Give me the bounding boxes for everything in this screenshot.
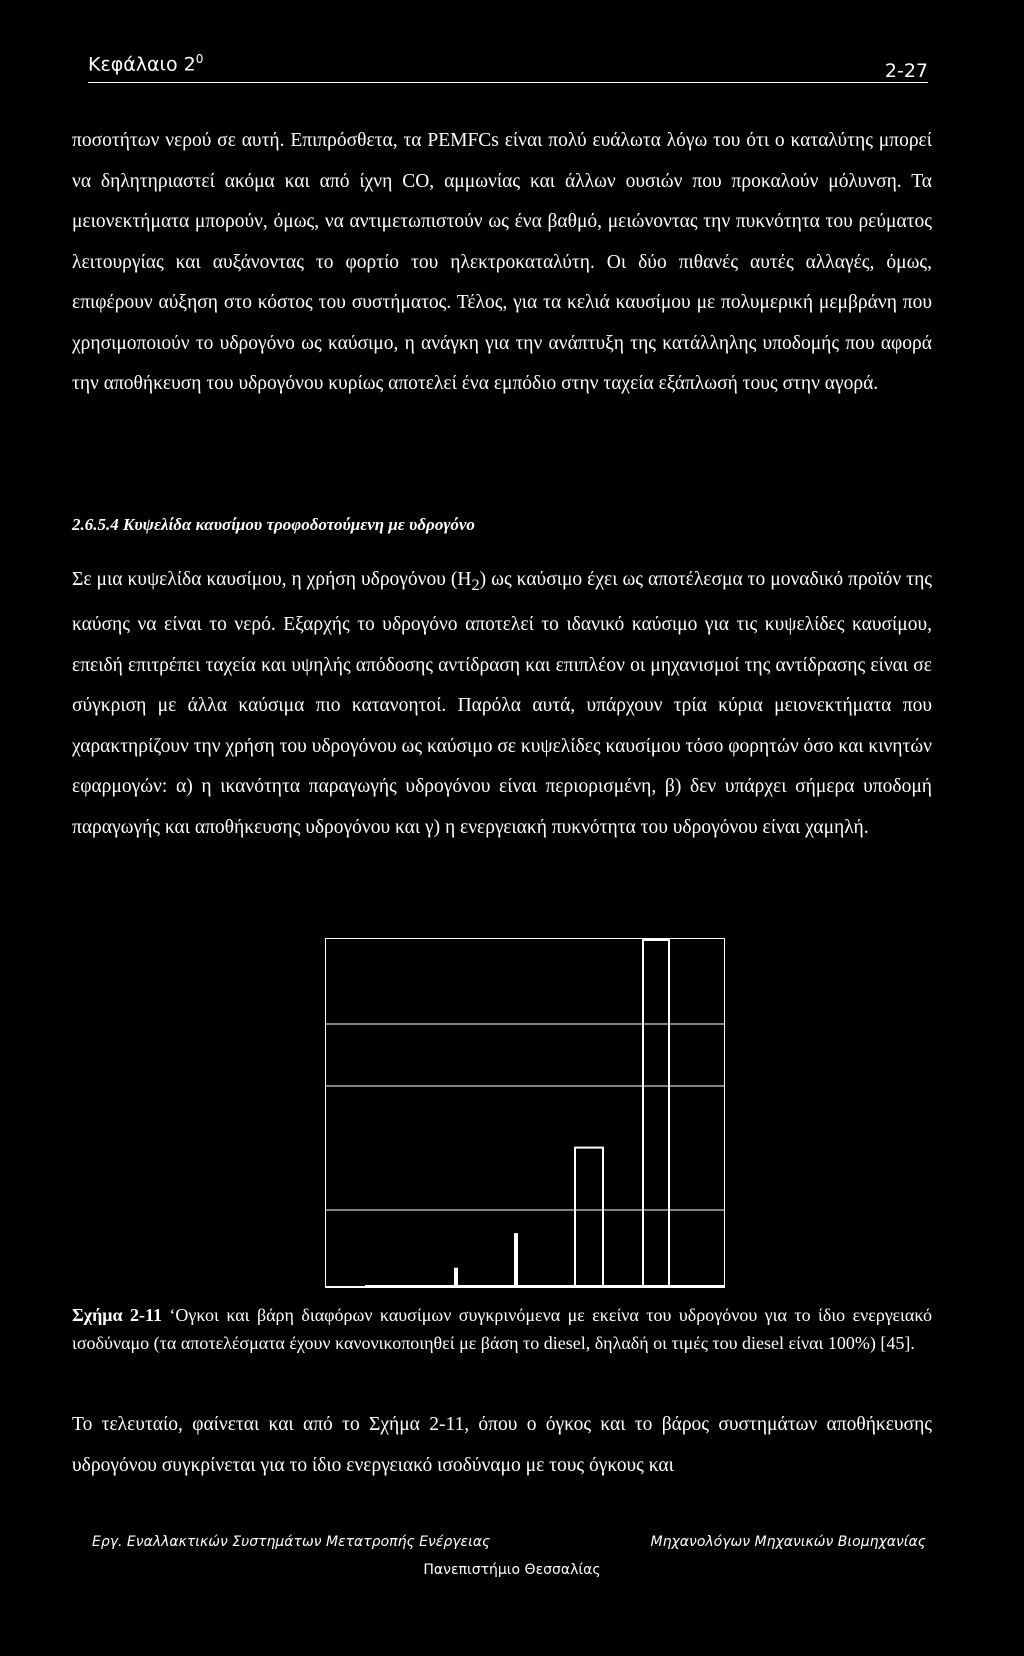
footer-university: Πανεπιστήμιο Θεσσαλίας [423, 1562, 601, 1578]
chart-bar [575, 1148, 603, 1286]
chapter-label: Κεφάλαιο 2 [88, 53, 196, 76]
footer-department: Μηχανολόγων Μηχανικών Βιομηχανίας [650, 1534, 926, 1550]
paragraph-hydrogen-part-b: ) ως καύσιμο έχει ως αποτέλεσμα το μοναδικό προϊόν της καύσης να είναι το νερό. Εξαρχής το υδρογόνο αποτελεί το ιδανικό καύσιμο για τις κυψελίδες καυσίμου, επειδή επιτρέπει ταχεία και υψηλής απόδοσης αντίδραση και επιπλέον οι μηχανισμοί της αντίδρασης είναι σε σύγκριση με άλλα καύσιμα πιο κατανοητοί. Παρόλα αυτά, υπάρχουν τρία κύρια μειονεκτήματα που χαρακτηρίζουν την χρήση του υδρογόνου ως καύσιμο σε κυψελίδες καυσίμου τόσο φορητών όσο και κινητών εφαρμογών: α) η ικανότητα παραγωγής υδρογόνου είναι περιορισμένη, β) δεν υπάρχει σήμερα υποδομή παραγωγής και αποθήκευσης υδρογόνου και γ) η ενεργειακή πυκνότητα του υδρογόνου είναι χαμηλή. [72, 569, 933, 838]
figure-caption [72, 1301, 932, 1357]
page-number: 2-27 [884, 60, 928, 82]
section-heading: 2.6.5.4 Κυψελίδα καυσίμου τροφοδοτούμενη με υδρογόνο [72, 515, 475, 534]
chart-frame [325, 938, 725, 1287]
header-rule [88, 82, 928, 83]
chart-bar [455, 1269, 457, 1286]
paragraph-pemfc: ποσοτήτων νερού σε αυτή. Επιπρόσθετα, τα PEMFCs είναι πολύ ευάλωτα λόγω του ότι ο καταλύτης μπορεί να δηλητηριαστεί ακόμα και από ίχνη CO, αμμωνίας και άλλων ουσιών που προκαλούν μόλυνση. Τα μειονεκτήματα μπορούν, όμως, να αντιμετωπιστούν ως ένα βαθμό, μειώνοντας την πυκνότητα του ρεύματος λειτουργίας και αυξάνοντας το φορτίο του ηλεκτροκαταλύτη. Οι δύο πιθανές αυτές αλλαγές, όμως, επιφέρουν αύξηση στο κόστος του συστήματος. Τέλος, για τα κελιά καυσίμου με πολυμερική μεμβράνη που χρησιμοποιούν το υδρογόνο ως καύσιμο, η ανάγκη για την ανάπτυξη της κατάλληλης υποδομής που αφορά την αποθήκευση του υδρογόνου κυρίως αποτελεί ένα εμπόδιο στην ταχεία εξάπλωσή τους στην αγορά. [72, 130, 932, 394]
paragraph-conclusion: Το τελευταίο, φαίνεται και από το Σχήμα 2-11, όπου ο όγκος και το βάρος συστημάτων αποθήκευσης υδρογόνου συγκρίνεται για το ίδιο ενεργειακό ισοδύναμο με τους όγκους και [72, 1414, 932, 1476]
chapter-superscript: 0 [195, 52, 204, 66]
figure-2-11-chart [325, 938, 725, 1288]
paragraph-hydrogen [72, 560, 932, 848]
footer-lab: Εργ. Εναλλακτικών Συστημάτων Μετατροπής Ενέργειας [92, 1534, 491, 1550]
caption-label: Σχήμα 2-11 [72, 1305, 162, 1325]
caption-text: ‘Ογκοι και βάρη διαφόρων καυσίμων συγκρινόμενα με εκείνα του υδρογόνου για το ίδιο ενεργειακό ισοδύναμο (τα αποτελέσματα έχουν κανονικοποιηθεί με βάση το diesel, δηλαδή οι τιμές του diesel είναι 100%) [45]. [72, 1305, 933, 1353]
header-chapter [88, 52, 203, 75]
chart-bar [643, 940, 669, 1286]
paragraph-hydrogen-part-a: Σε μια κυψελίδα καυσίμου, η χρήση υδρογόνου (H [72, 569, 472, 590]
chart-bar [515, 1234, 517, 1286]
h2-subscript: 2 [471, 575, 480, 594]
